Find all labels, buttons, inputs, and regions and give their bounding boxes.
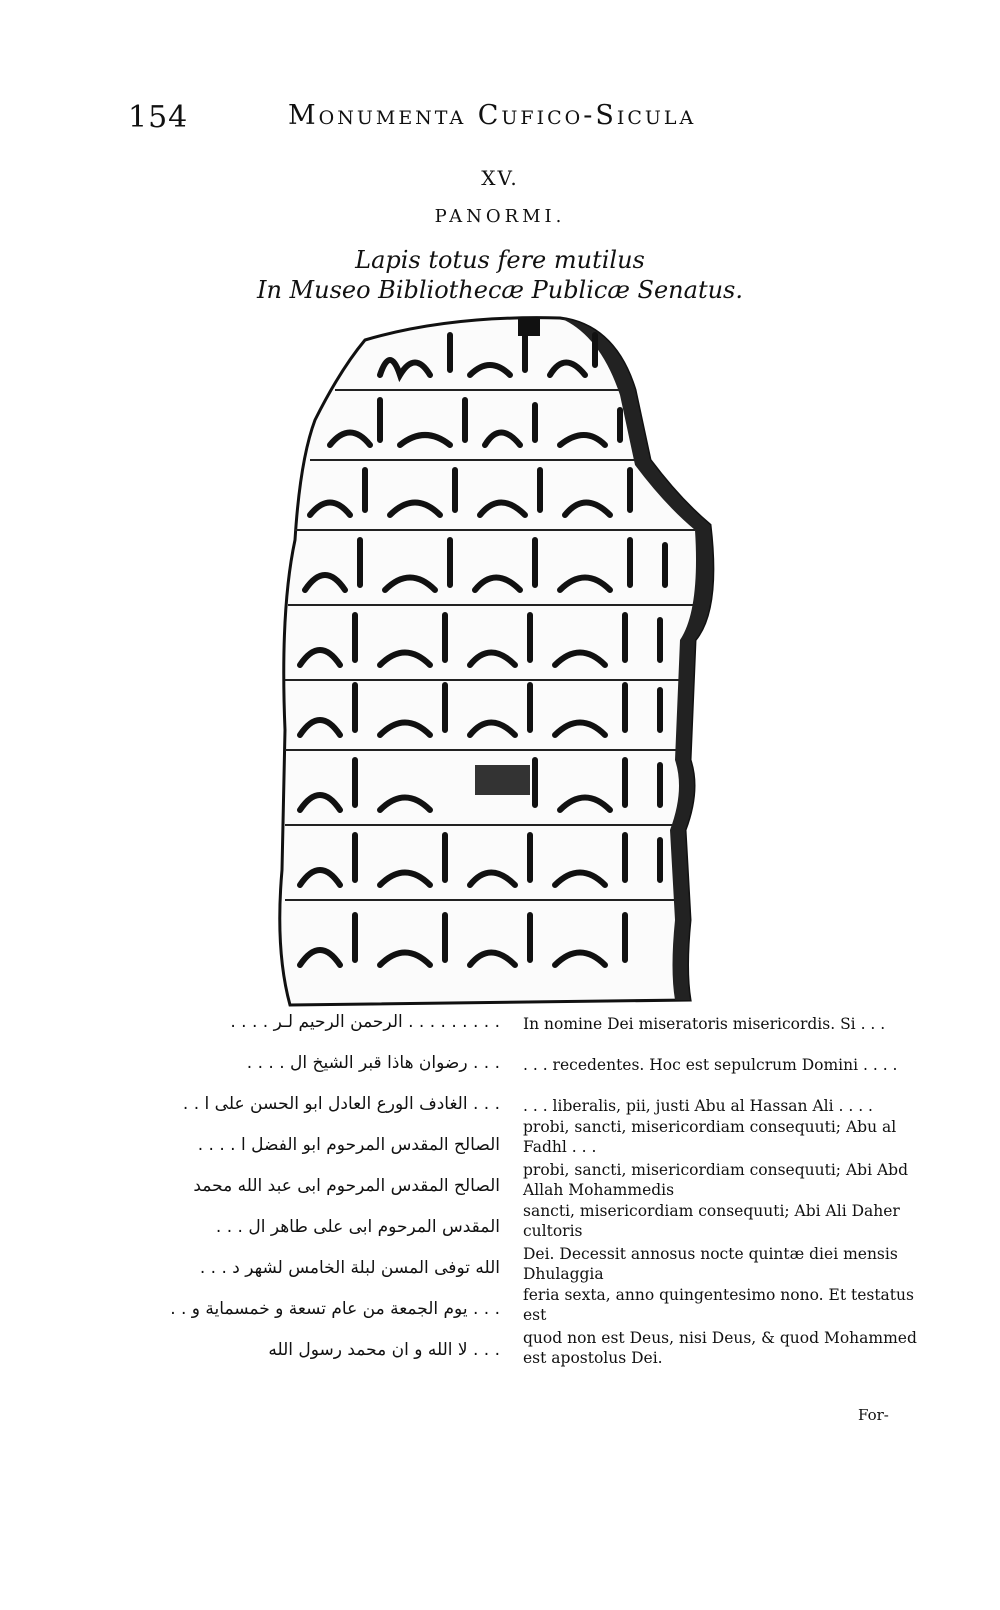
- latin-line: . . . recedentes. Hoc est sepulcrum Domini . . . .: [523, 1056, 898, 1074]
- subtitle-line-2: In Museo Bibliothecæ Publicæ Senatus.: [256, 276, 743, 304]
- stone-damaged-patch: [475, 765, 530, 795]
- latin-line: In nomine Dei miseratoris misericordis. Si . . .: [523, 1015, 886, 1033]
- latin-line: probi, sancti, misericordiam consequuti; Abu al Fadhl . . .: [523, 1118, 897, 1156]
- page-header: [128, 100, 768, 140]
- arabic-transcription: [95, 1012, 500, 1381]
- latin-line: sancti, misericordiam consequuti; Abi Ali Daher cultoris: [523, 1202, 900, 1240]
- section-number: XV.: [481, 166, 519, 190]
- arabic-line: الصالح المقدس المرحوم ابو الفضل ا . . . .: [197, 1135, 500, 1155]
- arabic-line: . . . لا الله و ان محمد رسول الله: [268, 1340, 500, 1360]
- page-number: 154: [128, 100, 189, 135]
- place-heading: PANORMI.: [434, 206, 566, 227]
- catchword: For-: [858, 1406, 889, 1424]
- running-title: Monumenta Cufico-Sicula: [288, 100, 697, 131]
- latin-line: . . . liberalis, pii, justi Abu al Hassan Ali . . . .: [523, 1097, 873, 1115]
- latin-line: feria sexta, anno quingentesimo nono. Et testatus est: [523, 1286, 914, 1324]
- latin-line: quod non est Deus, nisi Deus, & quod Mohammed est apostolus Dei.: [523, 1329, 917, 1367]
- arabic-line: . . . الغادف الورع العادل ابو الحسن على ا . .: [182, 1094, 500, 1114]
- latin-translation: [523, 1014, 923, 1369]
- arabic-line: المقدس المرحوم ابى على طاهر ال . . .: [215, 1217, 500, 1237]
- inscription-stone-engraving: [270, 310, 730, 1020]
- stone-outline: [280, 318, 713, 1005]
- stone-corner-mark: [518, 318, 540, 336]
- arabic-line: . . . . . . . . . الرحمن الرحيم لـر . . . .: [230, 1012, 500, 1032]
- arabic-line: . . . يوم الجمعة من عام تسعة و خمسماية و . .: [170, 1299, 500, 1319]
- arabic-line: الصالح المقدس المرحوم ابى عبد الله محمد: [193, 1176, 500, 1196]
- arabic-line: الله توفى المسن لبلة الخامس لشهر د . . .: [199, 1258, 500, 1278]
- latin-line: probi, sancti, misericordiam consequuti; Abi Abd Allah Mohammedis: [523, 1161, 908, 1199]
- arabic-line: . . . رضوان هاذا قبر الشيخ ال . . . .: [246, 1053, 500, 1073]
- subtitle-line-1: Lapis totus fere mutilus: [355, 246, 645, 274]
- latin-line: Dei. Decessit annosus nocte quintæ diei mensis Dhulaggia: [523, 1245, 898, 1283]
